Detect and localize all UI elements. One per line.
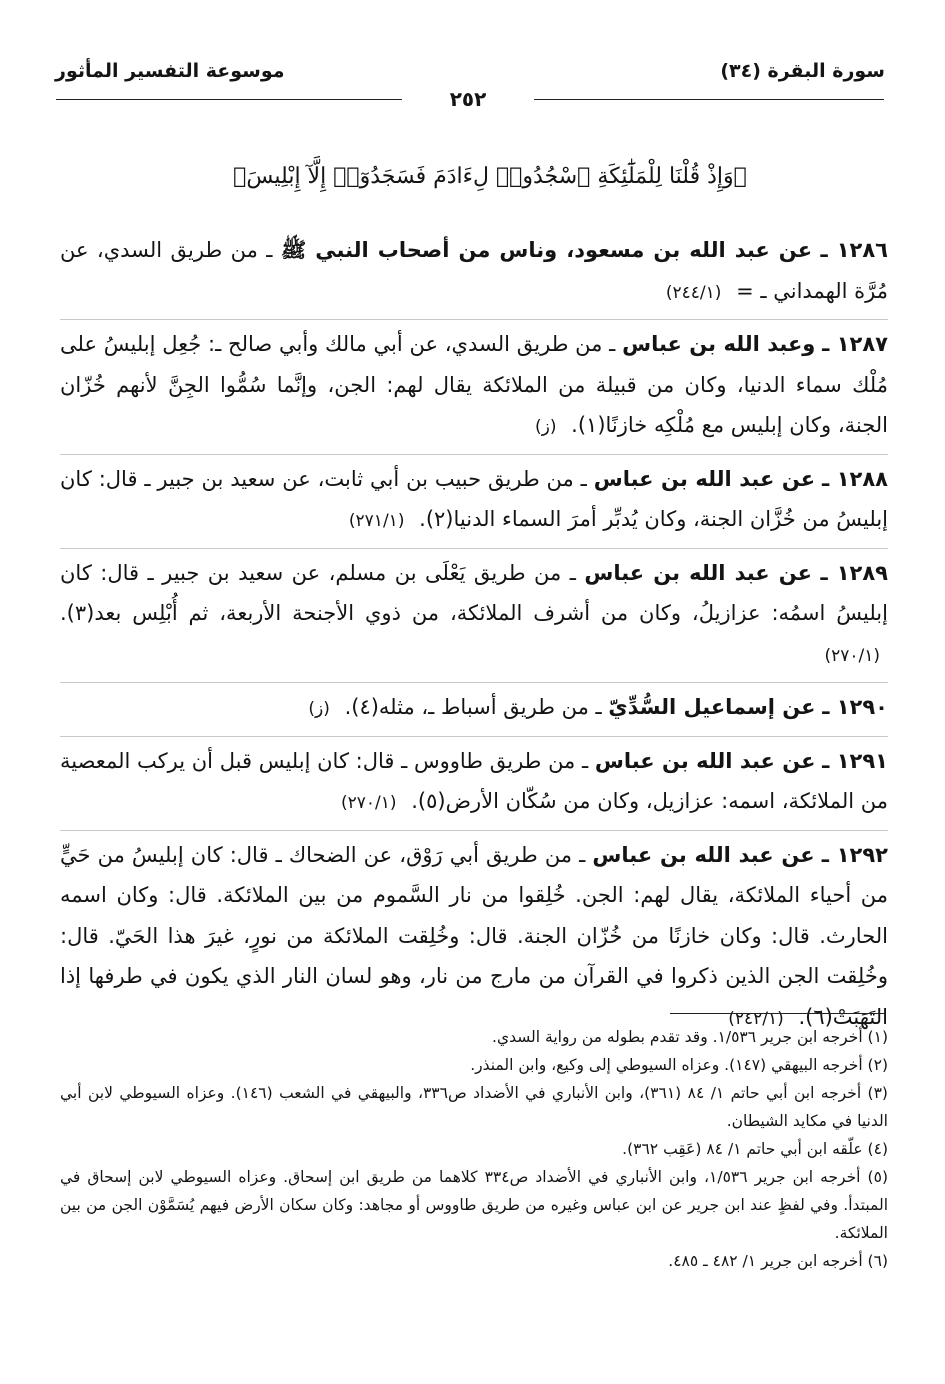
entry-reference: (٢٧٠/١) (341, 793, 397, 813)
narration-entry (60, 687, 888, 737)
narrator-name: عن إسماعيل السُّدِّيّ (608, 695, 816, 719)
narrator-name: عن عبد الله بن عباس (584, 560, 812, 585)
narrations (60, 230, 888, 1049)
entry-reference: (٢٧١/١) (348, 511, 405, 531)
entry-text: ـ من طريق أبي رَوْق، عن الضحاك ـ قال: كان إبليسُ من حَيٍّ من أحياء الملائكة، يقال لهم: الجن. خُلِقوا من نار السَّموم من بين الملائكة. قال: وكان اسمه الحارث. قال: وكان خازنًا من خُزّان الجنة. قال: وخُلِقت الملائكة من نورٍ، غيرَ هذا الحَيّ. قال: وخُلِقت الجن الذين ذكروا في القرآن من مارج من نار، وهو لسان النار الذي يكون في طرفها إذا التَهَبَتْ(٦). (60, 842, 888, 1029)
footnote: (٤) علّقه ابن أبي حاتم ١/ ٨٤ (عَقِب ٣٦٢). (622, 1140, 888, 1158)
entry-number: ١٢٨٩ ـ (820, 560, 889, 585)
entry-number: ١٢٨٦ ـ (820, 238, 888, 262)
entry-number: ١٢٩٠ ـ (822, 695, 888, 719)
narrator-name: عن عبد الله بن عباس (592, 842, 815, 867)
entry-number: ١٢٨٨ ـ (822, 466, 889, 491)
entry-text: ـ من طريق السدي، عن أبي مالك وأبي صالح ـ: جُعِل إبليسُ على مُلْك سماء الدنيا، وكان من قبيلة من الملائكة يقال لهم: الجن، وإنَّما سُمُّوا الجِنَّ لأنهم خُزّان الجنة، وكان إبليس مع مُلْكِه خازنًا(١). (60, 332, 888, 437)
entry-reference: (٢٤٤/١) (665, 282, 722, 303)
narrator-name: عن عبد الله بن مسعود، وناس من أصحاب النبي ﷺ (280, 238, 813, 262)
entry-number: ١٢٩٢ ـ (821, 842, 888, 867)
quran-verse: ﴿وَإِذْ قُلْنَا لِلْمَلَٰٓئِكَةِ ٱسْجُدُوا۟ لِءَادَمَ فَسَجَدُوٓا۟ إِلَّآ إِبْلِيسَ﴾ (233, 164, 747, 189)
page-number: ٢٥٢ (449, 87, 487, 111)
narration-entry (60, 324, 888, 455)
header-rule-left (56, 99, 402, 100)
book-title: موسوعة التفسير المأثور (55, 60, 285, 82)
narration-entry (60, 741, 888, 831)
entry-text: ـ من طريق يَعْلَى بن مسلم، عن سعيد بن جبير ـ قال: كان إبليسُ اسمُه: عزازيلُ، وكان من أشرف الملائكة، من ذوي الأجنحة الأربعة، ثم أُبْلِس بعد(٣). (60, 560, 888, 625)
footnotes (60, 1023, 888, 1275)
entry-text: ـ من طريق السدي، عن مُرَّة الهمداني ـ = (60, 238, 888, 303)
entry-text: ـ من طريق طاووس ـ قال: كان إبليس قبل أن يركب المعصية من الملائكة، اسمه: عزازيل، وكان من سُكّان الأرض(٥). (60, 748, 888, 813)
entry-reference: (ز) (308, 699, 330, 719)
narration-entry (60, 230, 888, 320)
footnote-separator (670, 1013, 886, 1014)
narration-entry (60, 553, 888, 684)
footnote: (١) أخرجه ابن جرير ١/٥٣٦. وقد تقدم بطوله من رواية السدي. (492, 1028, 888, 1046)
entry-reference: (٢٤٢/١) (728, 1008, 784, 1029)
footnote: (٢) أخرجه البيهقي (١٤٧). وعزاه السيوطي إلى وكيع، وابن المنذر. (470, 1056, 888, 1074)
header-rule-right (534, 99, 884, 100)
entry-number: ١٢٨٧ ـ (822, 332, 888, 356)
entry-text: ـ من طريق حبيب بن أبي ثابت، عن سعيد بن جبير ـ قال: كان إبليسُ من خُزَّان الجنة، وكان يُدبِّر أمرَ السماء الدنيا(٢). (60, 466, 888, 531)
surah-title: سورة البقرة (٣٤) (720, 60, 885, 82)
footnote: (٦) أخرجه ابن جرير ١/ ٤٨٢ ـ ٤٨٥. (668, 1252, 888, 1270)
footnote: (٥) أخرجه ابن جرير ١/٥٣٦، وابن الأنباري في الأضداد ص٣٣٤ كلاهما من طريق ابن إسحاق. وعزاه السيوطي لابن إسحاق في المبتدأ. وفي لفظٍ عند ابن جرير عن ابن عباس وغيره من طريق طاووس أو مجاهد: وكان سكان الأرض فيهم يُسَمَّوْن الجن من بين الملائكة. (60, 1168, 888, 1242)
narrator-name: عن عبد الله بن عباس (593, 466, 816, 491)
footnote: (٣) أخرجه ابن أبي حاتم ١/ ٨٤ (٣٦١)، وابن الأنباري في الأضداد ص٣٣٦، والبيهقي في الشعب (١٤٦). وعزاه السيوطي لابن أبي الدنيا في مكايد الشيطان. (60, 1084, 888, 1130)
entry-number: ١٢٩١ ـ (822, 748, 888, 773)
entry-reference: (ز) (534, 417, 557, 437)
entry-text: ـ من طريق أسباط ـ، مثله(٤). (344, 695, 602, 719)
narrator-name: عن عبد الله بن عباس (594, 748, 816, 773)
entry-reference: (٢٧٠/١) (824, 645, 880, 666)
narrator-name: وعبد الله بن عباس (622, 332, 816, 356)
narration-entry (60, 459, 888, 549)
